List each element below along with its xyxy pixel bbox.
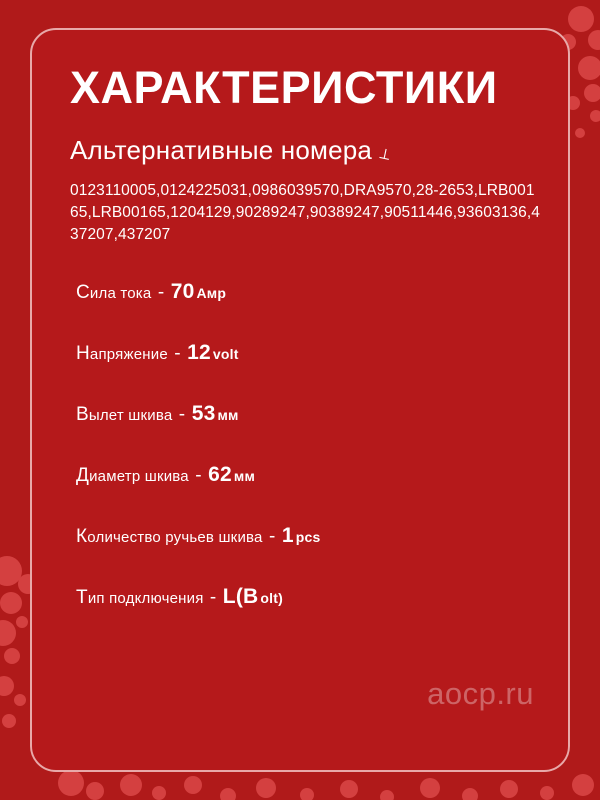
- spec-value: 12: [187, 341, 211, 365]
- arrow-icon: ⟂: [378, 145, 392, 165]
- spec-row: [76, 341, 542, 365]
- spec-unit: volt: [212, 346, 239, 363]
- watermark: аоср.ru: [427, 676, 534, 711]
- spec-dash: -: [195, 465, 202, 487]
- alt-numbers-heading: [70, 135, 542, 166]
- spec-list: [76, 280, 542, 609]
- spec-label: ип подключения: [87, 590, 204, 608]
- spec-unit: olt): [260, 590, 283, 607]
- spec-dash: -: [178, 404, 186, 426]
- spec-label: оличество ручьев шкива: [87, 529, 263, 547]
- spec-dash: -: [268, 526, 276, 548]
- spec-label: ылет шкива: [88, 407, 173, 425]
- spec-value: 62: [208, 463, 232, 487]
- spec-label: ила тока: [89, 285, 152, 303]
- specs-card: [30, 28, 570, 772]
- spec-label-cap: Д: [76, 465, 90, 487]
- spec-label: апряжение: [89, 346, 168, 364]
- spec-label-cap: Т: [76, 587, 88, 609]
- spec-value: L(B: [222, 585, 259, 609]
- spec-dash: -: [157, 282, 165, 304]
- page-title: ХАРАКТЕРИСТИКИ: [70, 62, 498, 113]
- spec-row: [76, 402, 542, 426]
- alt-numbers-heading-label: Альтернативные номера: [70, 135, 373, 166]
- spec-unit: pcs: [295, 529, 321, 546]
- spec-label-cap: Н: [76, 343, 90, 365]
- spec-unit: Aмp: [196, 285, 227, 302]
- spec-row: [76, 463, 542, 487]
- spec-row: [76, 280, 542, 304]
- spec-label: иаметр шкива: [89, 468, 189, 486]
- spec-dash: -: [174, 343, 181, 365]
- spec-label-cap: В: [76, 404, 89, 426]
- spec-value: 70: [170, 280, 195, 304]
- spec-row: [76, 585, 542, 609]
- spec-unit: мм: [217, 407, 239, 424]
- spec-unit: мм: [233, 468, 256, 485]
- spec-label-cap: К: [76, 526, 88, 548]
- spec-label-cap: С: [76, 282, 90, 304]
- spec-dash: -: [209, 587, 217, 609]
- spec-row: [76, 524, 542, 548]
- spec-value: 53: [191, 402, 216, 426]
- spec-value: 1: [281, 524, 294, 548]
- alt-numbers-list: 0123110005,0124225031,0986039570,DRA9570,28-2653,LRB00165,LRB00165,1204129,90289247,90389247,90511446,93603136,437207,437207: [70, 182, 541, 244]
